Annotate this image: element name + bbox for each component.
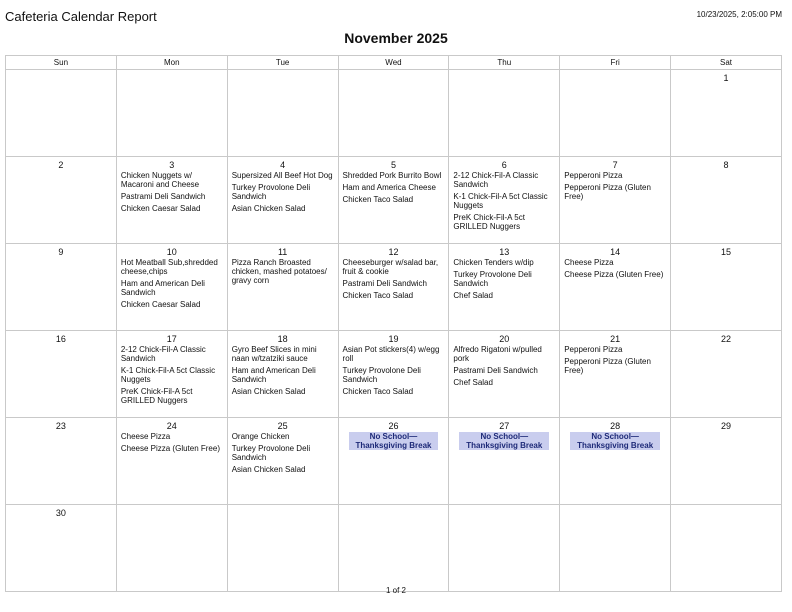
menu-item: Chicken Taco Salad <box>342 291 414 300</box>
day-cell <box>671 331 782 418</box>
day-number <box>343 72 445 84</box>
menu-item: Turkey Provolone Deli Sandwich <box>231 444 311 462</box>
menu-item: Pepperoni Pizza <box>564 345 623 354</box>
day-number: 2 <box>58 160 64 170</box>
day-cell <box>227 244 338 331</box>
menu-item: Cheese Pizza (Gluten Free) <box>120 444 220 453</box>
day-cell <box>560 505 671 592</box>
menu-item: Chef Salad <box>453 378 493 387</box>
menu-item: Turkey Provolone Deli Sandwich <box>231 183 311 201</box>
menu-item: Cheese Pizza <box>564 258 614 267</box>
menu-item: Pepperoni Pizza (Gluten Free) <box>564 357 651 375</box>
menu-item: Supersized All Beef Hot Dog <box>231 171 333 180</box>
day-number: 17 <box>166 334 177 344</box>
menu-item: Orange Chicken <box>231 432 290 441</box>
day-cell <box>227 331 338 418</box>
day-number: 8 <box>723 160 729 170</box>
day-cell <box>338 157 449 244</box>
day-number: 3 <box>169 160 175 170</box>
week-row <box>6 244 782 331</box>
menu-item: Ham and American Deli Sandwich <box>120 279 205 297</box>
week-row <box>6 505 782 592</box>
day-cell <box>338 244 449 331</box>
day-number: 19 <box>388 334 399 344</box>
menu-item: Pastrami Deli Sandwich <box>453 366 538 375</box>
day-cell <box>116 418 227 505</box>
menu-item: Turkey Provolone Deli Sandwich <box>342 366 421 384</box>
weekday-header: Sun <box>6 56 117 70</box>
day-cell <box>227 157 338 244</box>
day-cell <box>116 244 227 331</box>
page-indicator: 1 of 2 <box>385 586 406 595</box>
report-timestamp: 10/23/2025, 2:05:00 PM <box>696 10 782 19</box>
day-number: 4 <box>280 160 286 170</box>
menu-item: Cheese Pizza (Gluten Free) <box>564 270 664 279</box>
day-number: 11 <box>277 247 288 257</box>
day-number: 18 <box>277 334 288 344</box>
weekday-header-row <box>6 56 782 70</box>
menu-item: K-1 Chick-Fil-A 5ct Classic Nuggets <box>453 192 548 210</box>
menu-item: 2-12 Chick-Fil-A Classic Sandwich <box>120 345 206 363</box>
report-title: Cafeteria Calendar Report <box>5 9 157 24</box>
day-cell <box>671 157 782 244</box>
menu-item: Alfredo Rigatoni w/pulled pork <box>453 345 542 363</box>
day-cell <box>6 418 117 505</box>
day-cell <box>338 505 449 592</box>
day-cell <box>449 70 560 157</box>
day-cell <box>6 331 117 418</box>
day-number: 29 <box>721 421 732 431</box>
menu-item: Chicken Taco Salad <box>342 195 414 204</box>
holiday-badge: No School—Thanksgiving Break <box>570 432 660 450</box>
day-cell <box>227 418 338 505</box>
day-cell <box>116 70 227 157</box>
day-cell <box>227 70 338 157</box>
day-number <box>675 507 777 519</box>
weekday-header: Thu <box>449 56 560 70</box>
day-number: 13 <box>499 247 510 257</box>
weekday-header: Wed <box>338 56 449 70</box>
menu-item: Asian Chicken Salad <box>231 204 306 213</box>
menu-item: Hot Meatball Sub,shredded cheese,chips <box>120 258 218 276</box>
day-number <box>564 72 666 84</box>
menu-item: Pepperoni Pizza (Gluten Free) <box>564 183 651 201</box>
day-cell <box>338 418 449 505</box>
menu-item: Asian Chicken Salad <box>231 387 306 396</box>
week-row <box>6 157 782 244</box>
day-number: 1 <box>723 73 729 83</box>
menu-item: Pastrami Deli Sandwich <box>120 192 206 201</box>
menu-item: Ham and America Cheese <box>342 183 436 192</box>
day-cell <box>227 505 338 592</box>
day-number <box>121 507 223 519</box>
day-number: 9 <box>58 247 64 257</box>
day-number: 28 <box>610 421 621 431</box>
day-number <box>232 72 334 84</box>
day-cell <box>6 70 117 157</box>
day-number <box>564 507 666 519</box>
week-row <box>6 418 782 505</box>
menu-item: Pastrami Deli Sandwich <box>342 279 428 288</box>
day-number <box>10 72 112 84</box>
day-number: 7 <box>612 160 618 170</box>
day-number <box>453 72 555 84</box>
day-cell <box>116 505 227 592</box>
day-cell <box>449 157 560 244</box>
day-number: 27 <box>499 421 510 431</box>
day-number: 21 <box>610 334 621 344</box>
month-title: November 2025 <box>344 30 448 46</box>
menu-item: PreK Chick-Fil-A 5ct GRILLED Nuggers <box>453 213 525 231</box>
day-cell <box>449 331 560 418</box>
menu-item: Ham and American Deli Sandwich <box>231 366 316 384</box>
weekday-header: Tue <box>227 56 338 70</box>
day-cell <box>6 505 117 592</box>
day-number: 24 <box>166 421 177 431</box>
day-cell <box>560 418 671 505</box>
menu-item: Gyro Beef Slices in mini naan w/tzatziki sauce <box>231 345 317 363</box>
day-cell <box>116 331 227 418</box>
day-cell <box>449 244 560 331</box>
day-number: 10 <box>166 247 177 257</box>
day-number: 12 <box>388 247 399 257</box>
day-cell <box>338 331 449 418</box>
menu-item: 2-12 Chick-Fil-A Classic Sandwich <box>453 171 539 189</box>
day-number <box>232 507 334 519</box>
day-cell <box>671 244 782 331</box>
weekday-header: Sat <box>671 56 782 70</box>
menu-item: Turkey Provolone Deli Sandwich <box>453 270 532 288</box>
menu-item: Chef Salad <box>453 291 493 300</box>
day-cell <box>560 331 671 418</box>
day-cell <box>449 418 560 505</box>
day-number: 23 <box>55 421 66 431</box>
day-number: 26 <box>388 421 399 431</box>
day-cell <box>560 157 671 244</box>
menu-item: K-1 Chick-Fil-A 5ct Classic Nuggets <box>120 366 216 384</box>
day-number <box>343 507 445 519</box>
menu-item: Chicken Tenders w/dip <box>453 258 534 267</box>
weekday-header: Mon <box>116 56 227 70</box>
day-cell <box>560 244 671 331</box>
menu-item: PreK Chick-Fil-A 5ct GRILLED Nuggers <box>120 387 193 405</box>
calendar-grid <box>5 55 782 592</box>
day-number: 30 <box>55 508 66 518</box>
day-number <box>453 507 555 519</box>
day-number: 6 <box>501 160 507 170</box>
day-number: 16 <box>55 334 66 344</box>
holiday-badge: No School—Thanksgiving Break <box>459 432 549 450</box>
menu-item: Chicken Caesar Salad <box>120 204 201 213</box>
week-row <box>6 70 782 157</box>
menu-item: Asian Pot stickers(4) w/egg roll <box>342 345 440 363</box>
day-cell <box>6 244 117 331</box>
day-cell <box>560 70 671 157</box>
day-number: 25 <box>277 421 288 431</box>
day-cell <box>671 505 782 592</box>
menu-item: Pepperoni Pizza <box>564 171 623 180</box>
day-cell <box>338 70 449 157</box>
day-number: 14 <box>610 247 621 257</box>
menu-item: Cheeseburger w/salad bar, fruit & cookie <box>342 258 439 276</box>
day-cell <box>116 157 227 244</box>
menu-item: Cheese Pizza <box>120 432 171 441</box>
day-number <box>121 72 223 84</box>
day-number: 5 <box>390 160 396 170</box>
weekday-header: Fri <box>560 56 671 70</box>
holiday-badge: No School—Thanksgiving Break <box>349 432 439 450</box>
day-cell <box>671 418 782 505</box>
menu-item: Chicken Taco Salad <box>342 387 414 396</box>
menu-item: Shredded Pork Burrito Bowl <box>342 171 442 180</box>
day-cell <box>671 70 782 157</box>
menu-item: Chicken Caesar Salad <box>120 300 201 309</box>
day-cell <box>449 505 560 592</box>
day-number: 15 <box>721 247 732 257</box>
week-row <box>6 331 782 418</box>
menu-item: Chicken Nuggets w/ Macaroni and Cheese <box>120 171 200 189</box>
day-cell <box>6 157 117 244</box>
day-number: 22 <box>721 334 732 344</box>
menu-item: Asian Chicken Salad <box>231 465 306 474</box>
menu-item: Pizza Ranch Broasted chicken, mashed potatoes/ gravy corn <box>231 258 327 285</box>
day-number: 20 <box>499 334 510 344</box>
